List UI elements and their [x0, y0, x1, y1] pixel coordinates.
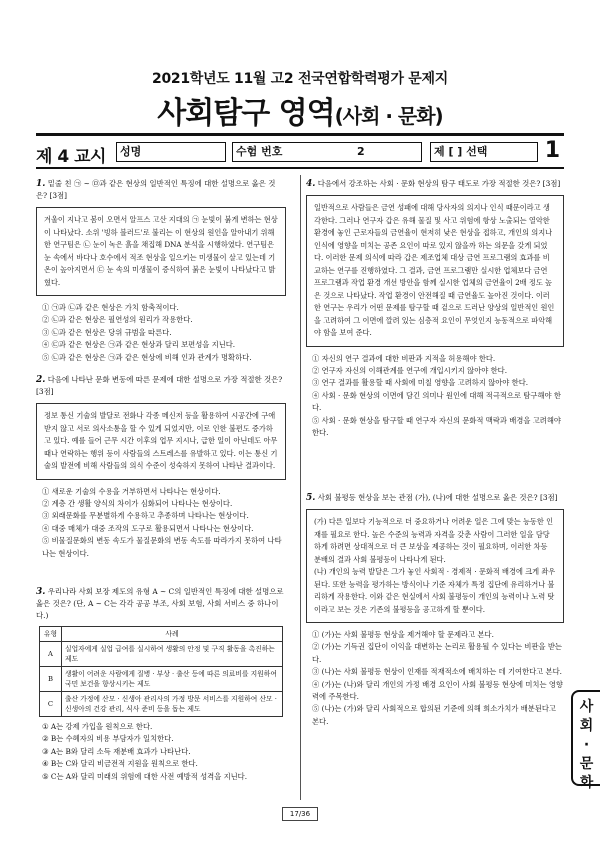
question-number: 3. [36, 587, 46, 597]
option-5[interactable]: ⑤ C는 A와 달리 미래의 위험에 대한 사전 예방적 성격을 지닌다. [42, 771, 248, 781]
footer-total: 36 [301, 810, 311, 818]
option-3[interactable]: ③ ㉡과 같은 현상은 당위 규범을 따른다. [42, 327, 172, 337]
subject-title [0, 88, 600, 132]
passage-ga: (가) 다른 일보다 기능적으로 더 중요하거나 어려운 일은 그에 맞는 능동한 인재를 필요로 한다. 높은 수준의 능력과 자격을 갖춘 사람이 그러한 일을 담당하게 하려면 상대적으로 더 큰 보상을 제공하는 것이 필요하며, 이러한 차등 분배의 결과 사회 불평등이 나타나게 된다. [314, 517, 554, 564]
question-stem [36, 586, 286, 622]
option-5[interactable]: ⑤ 사회 · 문화 현상을 탐구할 때 연구자 자신의 문화적 맥락과 배경을 고려해야 한다. [312, 415, 561, 437]
question-text: 다음에 나타난 문화 변동에 따른 문제에 대한 설명으로 가장 적절한 것은? [3점] [36, 375, 283, 396]
option-4[interactable]: ④ B는 C와 달리 비금전적 지원을 원칙으로 한다. [42, 759, 198, 769]
footer-page: 17 [289, 810, 299, 818]
question-5 [306, 492, 564, 728]
question-stem [306, 178, 564, 190]
question-text: 다음에서 강조하는 사회 · 문화 현상의 탐구 태도로 가장 적절한 것은? [3점] [317, 179, 561, 188]
side-tab-line: · [583, 737, 590, 753]
info-rule [36, 167, 564, 169]
option-3[interactable]: ③ 연구 결과를 활용할 때 사회에 미칠 영향을 고려하지 않아야 한다. [312, 378, 529, 388]
table-header: 사례 [62, 627, 283, 642]
option-4[interactable]: ④ 대중 매체가 대중 조작의 도구로 활용되면서 나타나는 현상이다. [42, 523, 254, 533]
option-4[interactable]: ④ (가)는 (나)와 달리 개인의 가정 배경 요인이 사회 불평등 현상에 미치는 영향력에 주목한다. [312, 679, 563, 702]
question-4 [306, 178, 564, 439]
table-row [40, 667, 283, 692]
option-1[interactable]: ① 자신의 연구 결과에 대한 비판과 지적을 허용해야 한다. [312, 353, 496, 363]
table-cell: C [40, 692, 62, 717]
option-1[interactable]: ① (가)는 사회 불평등 현상을 제거해야 할 문제라고 본다. [312, 630, 494, 639]
choice-field[interactable] [430, 142, 538, 162]
name-label: 성명 [120, 145, 142, 158]
question-passage [306, 509, 564, 623]
option-1[interactable]: ① 새로운 기술의 수용을 거부하면서 나타나는 현상이다. [42, 486, 221, 496]
question-stem [36, 374, 286, 398]
question-text: 밑줄 친 ㉠ ~ ㉤과 같은 현상의 일반적인 특징에 대한 설명으로 옳은 것은? [3점] [36, 179, 276, 200]
header-rule [36, 133, 564, 136]
info-bar [36, 138, 564, 167]
question-passage: 정보 통신 기술의 발달로 전화나 각종 메신저 등을 활용하여 시공간에 구애받지 않고 서로 의사소통을 할 수 있게 되었지만, 이로 인한 불편도 증가하고 있다. 예를 들어 근무 시간 이후의 업무 지시나, 급한 일이 아닌데도 아무 때나 연락하는 행위 등이 사람들의 스트레스를 유발하고 있다. 이는 통신 기술의 발전에 비해 사람들의 의식 수준이 성숙하지 못하여 나타난 결과이다. [36, 403, 286, 480]
subject-main: 사회탐구 영역 [157, 96, 335, 131]
table-cell: 생활이 어려운 사람에게 질병 · 부상 · 출산 등에 따른 의료비를 지원하여 국민 보건을 향상시키는 제도 [62, 667, 283, 692]
option-2[interactable]: ② B는 수혜자의 비용 부담자가 일치한다. [42, 734, 174, 744]
question-number: 1. [36, 179, 46, 189]
page-number: 1 [544, 138, 560, 163]
option-3[interactable]: ③ 외래문화를 무분별하게 수용하고 추종하며 나타나는 현상이다. [42, 511, 249, 521]
question-1 [36, 178, 286, 364]
question-text: 사회 불평등 현상을 보는 관점 (가), (나)에 대한 설명으로 옳은 것은? [3점] [317, 493, 558, 502]
exam-id-value: 2 [357, 145, 365, 158]
exam-title: 2021학년도 11월 고2 전국연합학력평가 문제지 [152, 71, 448, 87]
exam-id-label: 수험 번호 [236, 145, 283, 158]
question-stem [306, 492, 564, 504]
passage-na: (나) 개인의 능력 발달은 그가 놓인 사회적 · 경제적 · 문화적 배경에 크게 좌우된다. 또한 능력을 평가하는 방식이나 기준 자체가 특정 집단에 유리하거나 불리하게 작용한다. 이와 같은 현실에서 사회 불평등이 개인의 능력이나 노력 탓이라고 보는 것은 기존의 불평등을 공고하게 할 뿐이다. [314, 567, 556, 614]
table-header: 유형 [40, 627, 62, 642]
table-row [40, 692, 283, 717]
option-5[interactable]: ⑤ ㉡과 같은 현상은 ㉠과 같은 현상에 비해 인과 관계가 명확하다. [42, 352, 252, 362]
table-header-row [40, 627, 283, 642]
name-field[interactable] [116, 142, 226, 162]
option-5[interactable]: ⑤ (나)는 (가)와 달리 사회적으로 합의된 기준에 의해 희소가치가 배분된다고 본다. [312, 704, 556, 726]
question-number: 4. [306, 179, 316, 189]
page-footer: 17/36 [282, 807, 318, 821]
table-cell: 출산 가정에 산모 · 신생아 관리사의 가정 방문 서비스를 지원하여 산모 · 신생아의 건강 관리, 식사 준비 등을 돕는 제도 [62, 692, 283, 717]
question-passage: 겨울이 지나고 봄이 오면서 알프스 고산 지대의 ㉠ 눈빛이 붉게 변하는 현상이 나타났다. 소위 '빙하 블러드'로 불리는 이 현상의 원인을 알아내기 위해 한 연구팀은 ㉡ 눈이 녹은 흙을 채집해 DNA 분석을 시행하였다. 연구팀은 눈 속에서 바다나 호수에서 적조 현상을 일으키는 미생물이 살고 있는데 기온이 높아지면서 ㉢ 눈 속의 미생물이 증식하여 붉은 눈빛이 나타났다고 밝혔다. [36, 207, 286, 296]
question-3 [36, 586, 286, 783]
option-3[interactable]: ③ A는 B와 달리 소득 재분배 효과가 나타난다. [42, 746, 191, 756]
option-1[interactable]: ① ㉠과 ㉡과 같은 현상은 가치 함축적이다. [42, 303, 179, 312]
choice-label: 제 [ ] 선택 [434, 145, 488, 158]
option-4[interactable]: ④ 사회 · 문화 현상의 이면에 담긴 의미나 원인에 대해 적극적으로 탐구해야 한다. [312, 390, 561, 413]
side-tab-line: 문화 [579, 756, 594, 791]
column-divider [300, 175, 301, 800]
option-2[interactable]: ② 계층 간 생활 양식의 차이가 심화되어 나타나는 현상이다. [42, 498, 233, 508]
question-stem [36, 178, 286, 202]
option-2[interactable]: ② ㉡과 같은 현상은 필연성의 원리가 작용한다. [42, 315, 193, 325]
option-2[interactable]: ② 연구자 자신의 이해관계를 연구에 개입시키지 않아야 한다. [312, 365, 508, 375]
table-cell: A [40, 642, 62, 667]
exam-id-field[interactable] [232, 142, 422, 162]
table-cell: B [40, 667, 62, 692]
question-passage: 일반적으로 사람들은 금연 성패에 대해 당사자의 의지나 인식 때문이라고 생각한다. 그러나 연구자 갑은 유해 물질 및 사고 위험에 항상 노출되는 열악한 환경에 놓인 근로자들의 금연율이 현저히 낮은 현상을 접하고, 개인의 의지나 인식에 영향을 미치는 공존 요인이 따로 있지 않을까 하는 의문을 갖게 되었다. 이러한 문제 의식에 따라 갑은 제조업체 대상 금연 프로그램의 효과를 비교하는 연구를 진행하였다. 그 결과, 금연 프로그램만 실시한 업체보다 금연 프로그램과 작업 환경 개선 방안을 함께 실시한 업체의 금연율이 2배 정도 높은 것으로 나타났다. 작업 환경이 안전해질 때 금연율도 높아진 것이다. 이러한 연구는 우리가 어떤 문제를 탐구할 때 겉으로 드러난 양상의 일반적인 원인을 고려하여 그 이면에 깔려 있는 심층적 요인이 무엇인지 능동적으로 파악해야 함을 보여 준다. [306, 195, 564, 347]
table-row [40, 642, 283, 667]
question-2 [36, 374, 286, 560]
subject-side-tab [571, 690, 600, 791]
option-3[interactable]: ③ (나)는 사회 불평등 현상이 인재를 적재적소에 배치하는 데 기여한다고 본다. [312, 667, 562, 677]
option-1[interactable]: ① A는 강제 가입을 원칙으로 한다. [42, 722, 153, 731]
side-tab-line: 사회 [579, 699, 594, 734]
subject-sub: (사회 · 문화) [334, 104, 443, 128]
session-label: 제 4 교시 [36, 147, 106, 167]
option-5[interactable]: ⑤ 비물질문화의 변동 속도가 물질문화의 변동 속도를 따라가지 못하여 나타나는 현상이다. [42, 536, 282, 558]
table-cell: 실업자에게 실업 급여를 실시하여 생활의 안정 및 구직 활동을 촉진하는 제도 [62, 642, 283, 667]
welfare-table [39, 626, 283, 717]
option-2[interactable]: ② (가)는 기득권 집단이 이익을 대변하는 논리로 활용될 수 있다는 비판을 받는다. [312, 642, 562, 664]
question-number: 2. [36, 375, 46, 385]
question-text: 우리나라 사회 보장 제도의 유형 A ~ C의 일반적인 특징에 대한 설명으로 옳은 것은? (단, A ~ C는 각각 공공 부조, 사회 보험, 사회 서비스 중 하나이다.) [36, 587, 284, 620]
question-number: 5. [306, 493, 316, 503]
option-4[interactable]: ④ ㉢과 같은 현상은 ㉠과 같은 현상과 달리 보편성을 지닌다. [42, 340, 236, 350]
